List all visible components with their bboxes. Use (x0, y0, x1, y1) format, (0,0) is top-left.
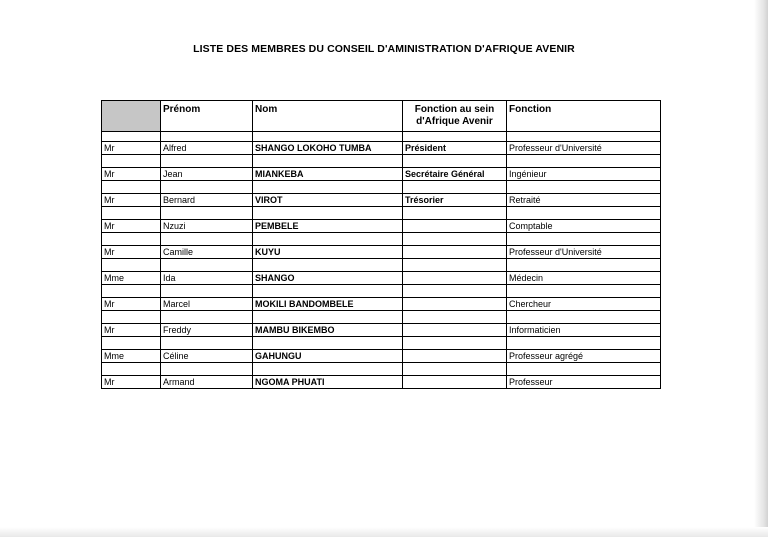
spacer-cell (253, 132, 403, 142)
spacer-cell (403, 337, 507, 350)
spacer-row (102, 155, 661, 168)
cell-civilite: Mr (102, 194, 161, 207)
cell-role: Secrétaire Général (403, 168, 507, 181)
cell-fonction: Professeur (507, 376, 661, 389)
table-row (102, 168, 661, 181)
cell-civilite: Mme (102, 272, 161, 285)
spacer-cell (102, 363, 161, 376)
cell-civilite: Mr (102, 298, 161, 311)
cell-fonction: Informaticien (507, 324, 661, 337)
cell-prenom: Freddy (161, 324, 253, 337)
cell-role (403, 324, 507, 337)
spacer-row (102, 363, 661, 376)
spacer-cell (403, 207, 507, 220)
spacer-cell (161, 207, 253, 220)
spacer-cell (253, 181, 403, 194)
header-role (403, 101, 507, 132)
cell-fonction: Comptable (507, 220, 661, 233)
table-row (102, 376, 661, 389)
spacer-cell (253, 363, 403, 376)
spacer-cell (403, 311, 507, 324)
cell-role (403, 246, 507, 259)
spacer-cell (161, 259, 253, 272)
spacer-cell (161, 337, 253, 350)
header-prenom: Prénom (161, 101, 253, 132)
header-role-line1: Fonction au sein (414, 104, 495, 115)
cell-fonction: Professeur d'Université (507, 142, 661, 155)
cell-nom: PEMBELE (253, 220, 403, 233)
cell-nom: SHANGO (253, 272, 403, 285)
cell-civilite: Mr (102, 220, 161, 233)
spacer-cell (253, 259, 403, 272)
cell-civilite: Mme (102, 350, 161, 363)
spacer-cell (102, 285, 161, 298)
cell-prenom: Céline (161, 350, 253, 363)
spacer-cell (161, 363, 253, 376)
spacer-cell (161, 285, 253, 298)
spacer-cell (507, 259, 661, 272)
header-nom: Nom (253, 101, 403, 132)
spacer-cell (403, 285, 507, 298)
spacer-row (102, 285, 661, 298)
spacer-cell (253, 233, 403, 246)
header-civilite (102, 101, 161, 132)
spacer-cell (403, 181, 507, 194)
spacer-cell (161, 181, 253, 194)
spacer-cell (403, 259, 507, 272)
spacer-row (102, 311, 661, 324)
spacer-cell (253, 207, 403, 220)
spacer-cell (507, 132, 661, 142)
page-shadow-right (754, 0, 768, 537)
cell-prenom: Marcel (161, 298, 253, 311)
spacer-cell (403, 233, 507, 246)
cell-prenom: Alfred (161, 142, 253, 155)
spacer-cell (507, 233, 661, 246)
spacer-row (102, 233, 661, 246)
cell-fonction: Retraité (507, 194, 661, 207)
table-row (102, 324, 661, 337)
spacer-cell (161, 155, 253, 168)
spacer-cell (403, 155, 507, 168)
cell-nom: MAMBU BIKEMBO (253, 324, 403, 337)
document-title: LISTE DES MEMBRES DU CONSEIL D'AMINISTRATION D'AFRIQUE AVENIR (193, 43, 575, 55)
spacer-cell (161, 233, 253, 246)
cell-civilite: Mr (102, 376, 161, 389)
cell-prenom: Jean (161, 168, 253, 181)
table-row (102, 298, 661, 311)
table-row (102, 220, 661, 233)
spacer-cell (102, 132, 161, 142)
cell-nom: SHANGO LOKOHO TUMBA (253, 142, 403, 155)
spacer-cell (253, 311, 403, 324)
spacer-cell (102, 337, 161, 350)
cell-role: Trésorier (403, 194, 507, 207)
header-fonction: Fonction (507, 101, 661, 132)
spacer-cell (253, 337, 403, 350)
cell-role (403, 298, 507, 311)
table-row (102, 142, 661, 155)
spacer-cell (403, 132, 507, 142)
spacer-cell (253, 285, 403, 298)
cell-role: Président (403, 142, 507, 155)
spacer-cell (102, 233, 161, 246)
spacer-cell (507, 363, 661, 376)
members-table (101, 100, 661, 389)
spacer-row (102, 337, 661, 350)
cell-role (403, 220, 507, 233)
cell-nom: KUYU (253, 246, 403, 259)
spacer-cell (507, 207, 661, 220)
table-row (102, 272, 661, 285)
cell-prenom: Nzuzi (161, 220, 253, 233)
spacer-cell (507, 311, 661, 324)
spacer-row (102, 181, 661, 194)
cell-civilite: Mr (102, 168, 161, 181)
spacer-cell (102, 311, 161, 324)
spacer-cell (507, 285, 661, 298)
cell-nom: NGOMA PHUATI (253, 376, 403, 389)
cell-role (403, 350, 507, 363)
cell-nom: GAHUNGU (253, 350, 403, 363)
cell-fonction: Médecin (507, 272, 661, 285)
table-header-row (102, 101, 661, 132)
spacer-row (102, 132, 661, 142)
spacer-cell (161, 132, 253, 142)
table-row (102, 350, 661, 363)
page-shadow-bottom (0, 527, 768, 537)
cell-nom: MIANKEBA (253, 168, 403, 181)
members-table-body (102, 132, 661, 389)
spacer-row (102, 207, 661, 220)
spacer-cell (507, 337, 661, 350)
cell-prenom: Ida (161, 272, 253, 285)
cell-fonction: Ingénieur (507, 168, 661, 181)
table-row (102, 194, 661, 207)
spacer-cell (507, 181, 661, 194)
cell-prenom: Bernard (161, 194, 253, 207)
cell-fonction: Professeur agrégé (507, 350, 661, 363)
cell-nom: MOKILI BANDOMBELE (253, 298, 403, 311)
table-row (102, 246, 661, 259)
spacer-cell (102, 181, 161, 194)
cell-role (403, 272, 507, 285)
spacer-cell (102, 207, 161, 220)
cell-prenom: Camille (161, 246, 253, 259)
cell-nom: VIROT (253, 194, 403, 207)
cell-civilite: Mr (102, 142, 161, 155)
cell-fonction: Chercheur (507, 298, 661, 311)
cell-civilite: Mr (102, 324, 161, 337)
spacer-cell (161, 311, 253, 324)
header-role-line2: d'Afrique Avenir (416, 116, 493, 127)
cell-role (403, 376, 507, 389)
spacer-cell (102, 259, 161, 272)
spacer-cell (253, 155, 403, 168)
spacer-cell (102, 155, 161, 168)
cell-fonction: Professeur d'Université (507, 246, 661, 259)
cell-civilite: Mr (102, 246, 161, 259)
spacer-cell (403, 363, 507, 376)
spacer-row (102, 259, 661, 272)
cell-prenom: Armand (161, 376, 253, 389)
spacer-cell (507, 155, 661, 168)
